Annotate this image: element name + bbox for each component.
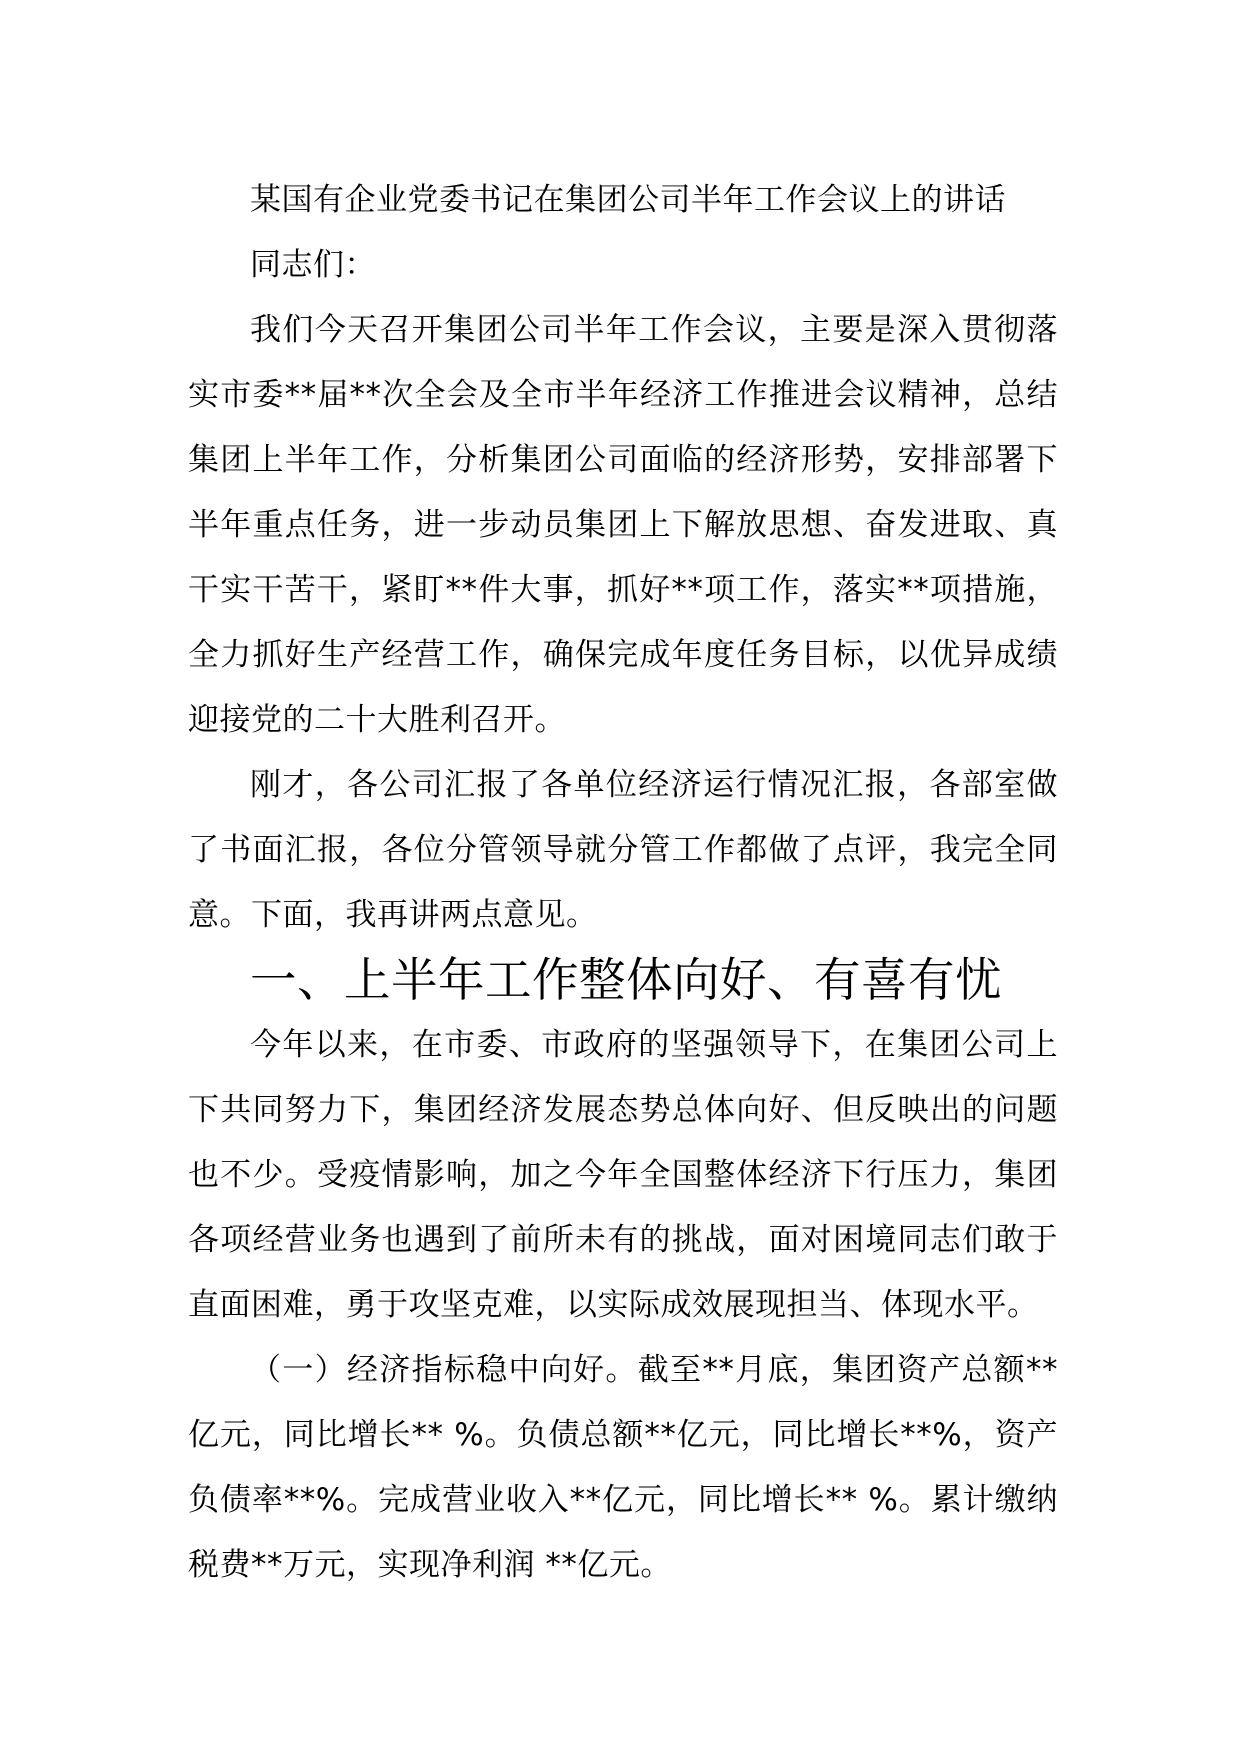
section-paragraph-indicators: （一）经济指标稳中向好。截至**月底，集团资产总额**亿元，同比增长** %。负债总额**亿元，同比增长**%，资产负债率**%。完成营业收入**亿元，同比增长** %。累计缴纳税费**万元，实现净利润 **亿元。 bbox=[188, 1352, 1058, 1583]
document-title: 某国有企业党委书记在集团公司半年工作会议上的讲话 bbox=[250, 182, 1006, 218]
body-paragraph-opening: 我们今天召开集团公司半年工作会议，主要是深入贯彻落实市委**届**次全会及全市半年经济工作推进会议精神，总结集团上半年工作，分析集团公司面临的经济形势，安排部署下半年重点任务，进一步动员集团上下解放思想、奋发进取、真干实干苦干，紧盯**件大事，抓好**项工作，落实**项措施，全力抓好生产经营工作，确保完成年度任务目标，以优异成绩迎接党的二十大胜利召开。 bbox=[188, 312, 1058, 738]
document-page bbox=[188, 168, 1058, 1598]
section-paragraph-overview: 今年以来，在市委、市政府的坚强领导下，在集团公司上下共同努力下，集团经济发展态势总体向好、但反映出的问题也不少。受疫情影响，加之今年全国整体经济下行压力，集团各项经营业务也遇到了前所未有的挑战，面对困境同志们敢于直面困难，勇于攻坚克难，以实际成效展现担当、体现水平。 bbox=[188, 1027, 1058, 1323]
salutation: 同志们： bbox=[250, 247, 376, 283]
section-heading: 一、上半年工作整体向好、有喜有忧 bbox=[250, 953, 1002, 1007]
body-paragraph-transition: 刚才，各公司汇报了各单位经济运行情况汇报，各部室做了书面汇报，各位分管领导就分管工作都做了点评，我完全同意。下面，我再讲两点意见。 bbox=[188, 767, 1058, 933]
